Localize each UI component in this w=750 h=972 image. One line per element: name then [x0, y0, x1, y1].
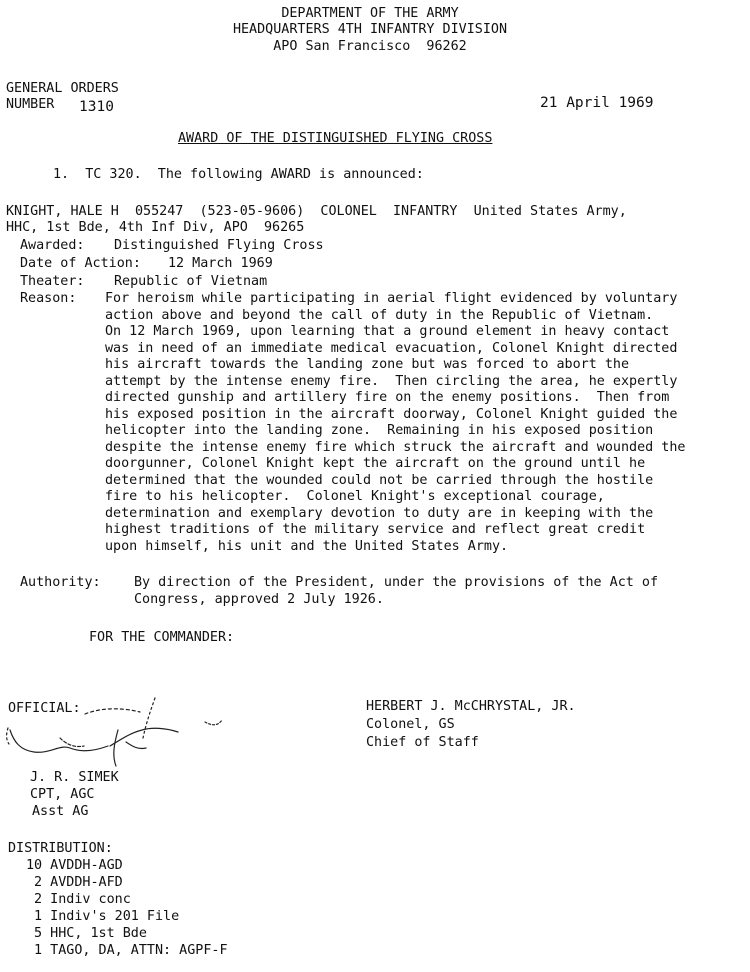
authority-label: Authority: — [20, 575, 101, 590]
distribution-item: 2 Indiv conc — [26, 892, 131, 907]
order-number: 1310 — [79, 99, 114, 115]
distribution-item: 5 HHC, 1st Bde — [26, 926, 147, 941]
order-date: 21 April 1969 — [540, 95, 654, 111]
letterhead-line-3: APO San Francisco 96262 — [273, 39, 467, 54]
distribution-item: 1 TAGO, DA, ATTN: AGPF-F — [26, 943, 228, 958]
reason-line: doorgunner, Colonel Knight kept the aircraft on the ground until he — [105, 456, 646, 471]
official-title: Asst AG — [32, 804, 89, 819]
theater-value: Republic of Vietnam — [114, 274, 268, 289]
awarded-label: Awarded: — [20, 238, 85, 253]
official-name: J. R. SIMEK — [30, 770, 119, 785]
reason-line: action above and beyond the call of duty in the Republic of Vietnam. — [105, 307, 654, 323]
for-the-commander: FOR THE COMMANDER: — [89, 630, 235, 645]
date-of-action-value: 12 March 1969 — [168, 256, 273, 271]
letterhead-line-2: HEADQUARTERS 4TH INFANTRY DIVISION — [232, 22, 508, 37]
document-title: AWARD OF THE DISTINGUISHED FLYING CROSS — [178, 131, 493, 146]
number-label: NUMBER — [6, 97, 55, 112]
distribution-item: 10 AVDDH-AGD — [26, 858, 123, 873]
authority-line: By direction of the President, under the provisions of the Act of — [134, 575, 659, 590]
reason-line: helicopter into the landing zone. Remaining in his exposed position — [105, 423, 654, 438]
recipient-line-2: HHC, 1st Bde, 4th Inf Div, APO 96265 — [6, 220, 305, 235]
reason-line: determination and exemplary devotion to duty are in keeping with the — [105, 505, 654, 521]
awarded-value: Distinguished Flying Cross — [114, 238, 324, 253]
reason-label: Reason: — [20, 291, 77, 306]
distribution-label: DISTRIBUTION: — [8, 841, 113, 856]
reason-line: directed gunship and artillery fire on the enemy positions. Then from — [105, 390, 670, 405]
theater-label: Theater: — [20, 274, 85, 289]
reason-line: highest traditions of the military service and reflect great credit — [105, 522, 646, 537]
reason-line: determined that the wounded could not be carried through the hostile — [105, 472, 654, 488]
reason-line: fire to his helicopter. Colonel Knight's exceptional courage, — [105, 489, 605, 504]
signer-rank: Colonel, GS — [366, 717, 455, 732]
official-label: OFFICIAL: — [8, 701, 81, 716]
official-rank: CPT, AGC — [30, 787, 95, 802]
reason-line: attempt by the intense enemy fire. Then circling the area, he expertly — [105, 373, 678, 389]
reason-line: his aircraft towards the landing zone but was forced to abort the — [105, 357, 630, 372]
authority-line: Congress, approved 2 July 1926. — [134, 592, 384, 607]
letterhead-line-1: DEPARTMENT OF THE ARMY — [281, 6, 459, 21]
reason-line: was in need of an immediate medical evacuation, Colonel Knight directed — [105, 340, 678, 356]
general-orders-label: GENERAL ORDERS — [6, 81, 119, 96]
reason-line: upon himself, his unit and the United States Army. — [105, 538, 509, 554]
reason-line: his exposed position in the aircraft doorway, Colonel Knight guided the — [105, 406, 678, 422]
reason-line: On 12 March 1969, upon learning that a ground element in heavy contact — [105, 324, 670, 339]
distribution-item: 2 AVDDH-AFD — [26, 875, 123, 890]
signer-name: HERBERT J. McCHRYSTAL, JR. — [366, 699, 576, 714]
intro-line: 1. TC 320. The following AWARD is announced: — [53, 167, 424, 182]
reason-line: For heroism while participating in aerial flight evidenced by voluntary — [105, 291, 678, 306]
reason-line: despite the intense enemy fire which struck the aircraft and wounded the — [105, 439, 686, 455]
date-of-action-label: Date of Action: — [20, 256, 141, 271]
recipient-line-1: KNIGHT, HALE H 055247 (523-05-9606) COLONEL INFANTRY United States Army, — [6, 204, 627, 219]
distribution-item: 1 Indiv's 201 File — [26, 909, 180, 924]
signer-title: Chief of Staff — [366, 735, 479, 750]
